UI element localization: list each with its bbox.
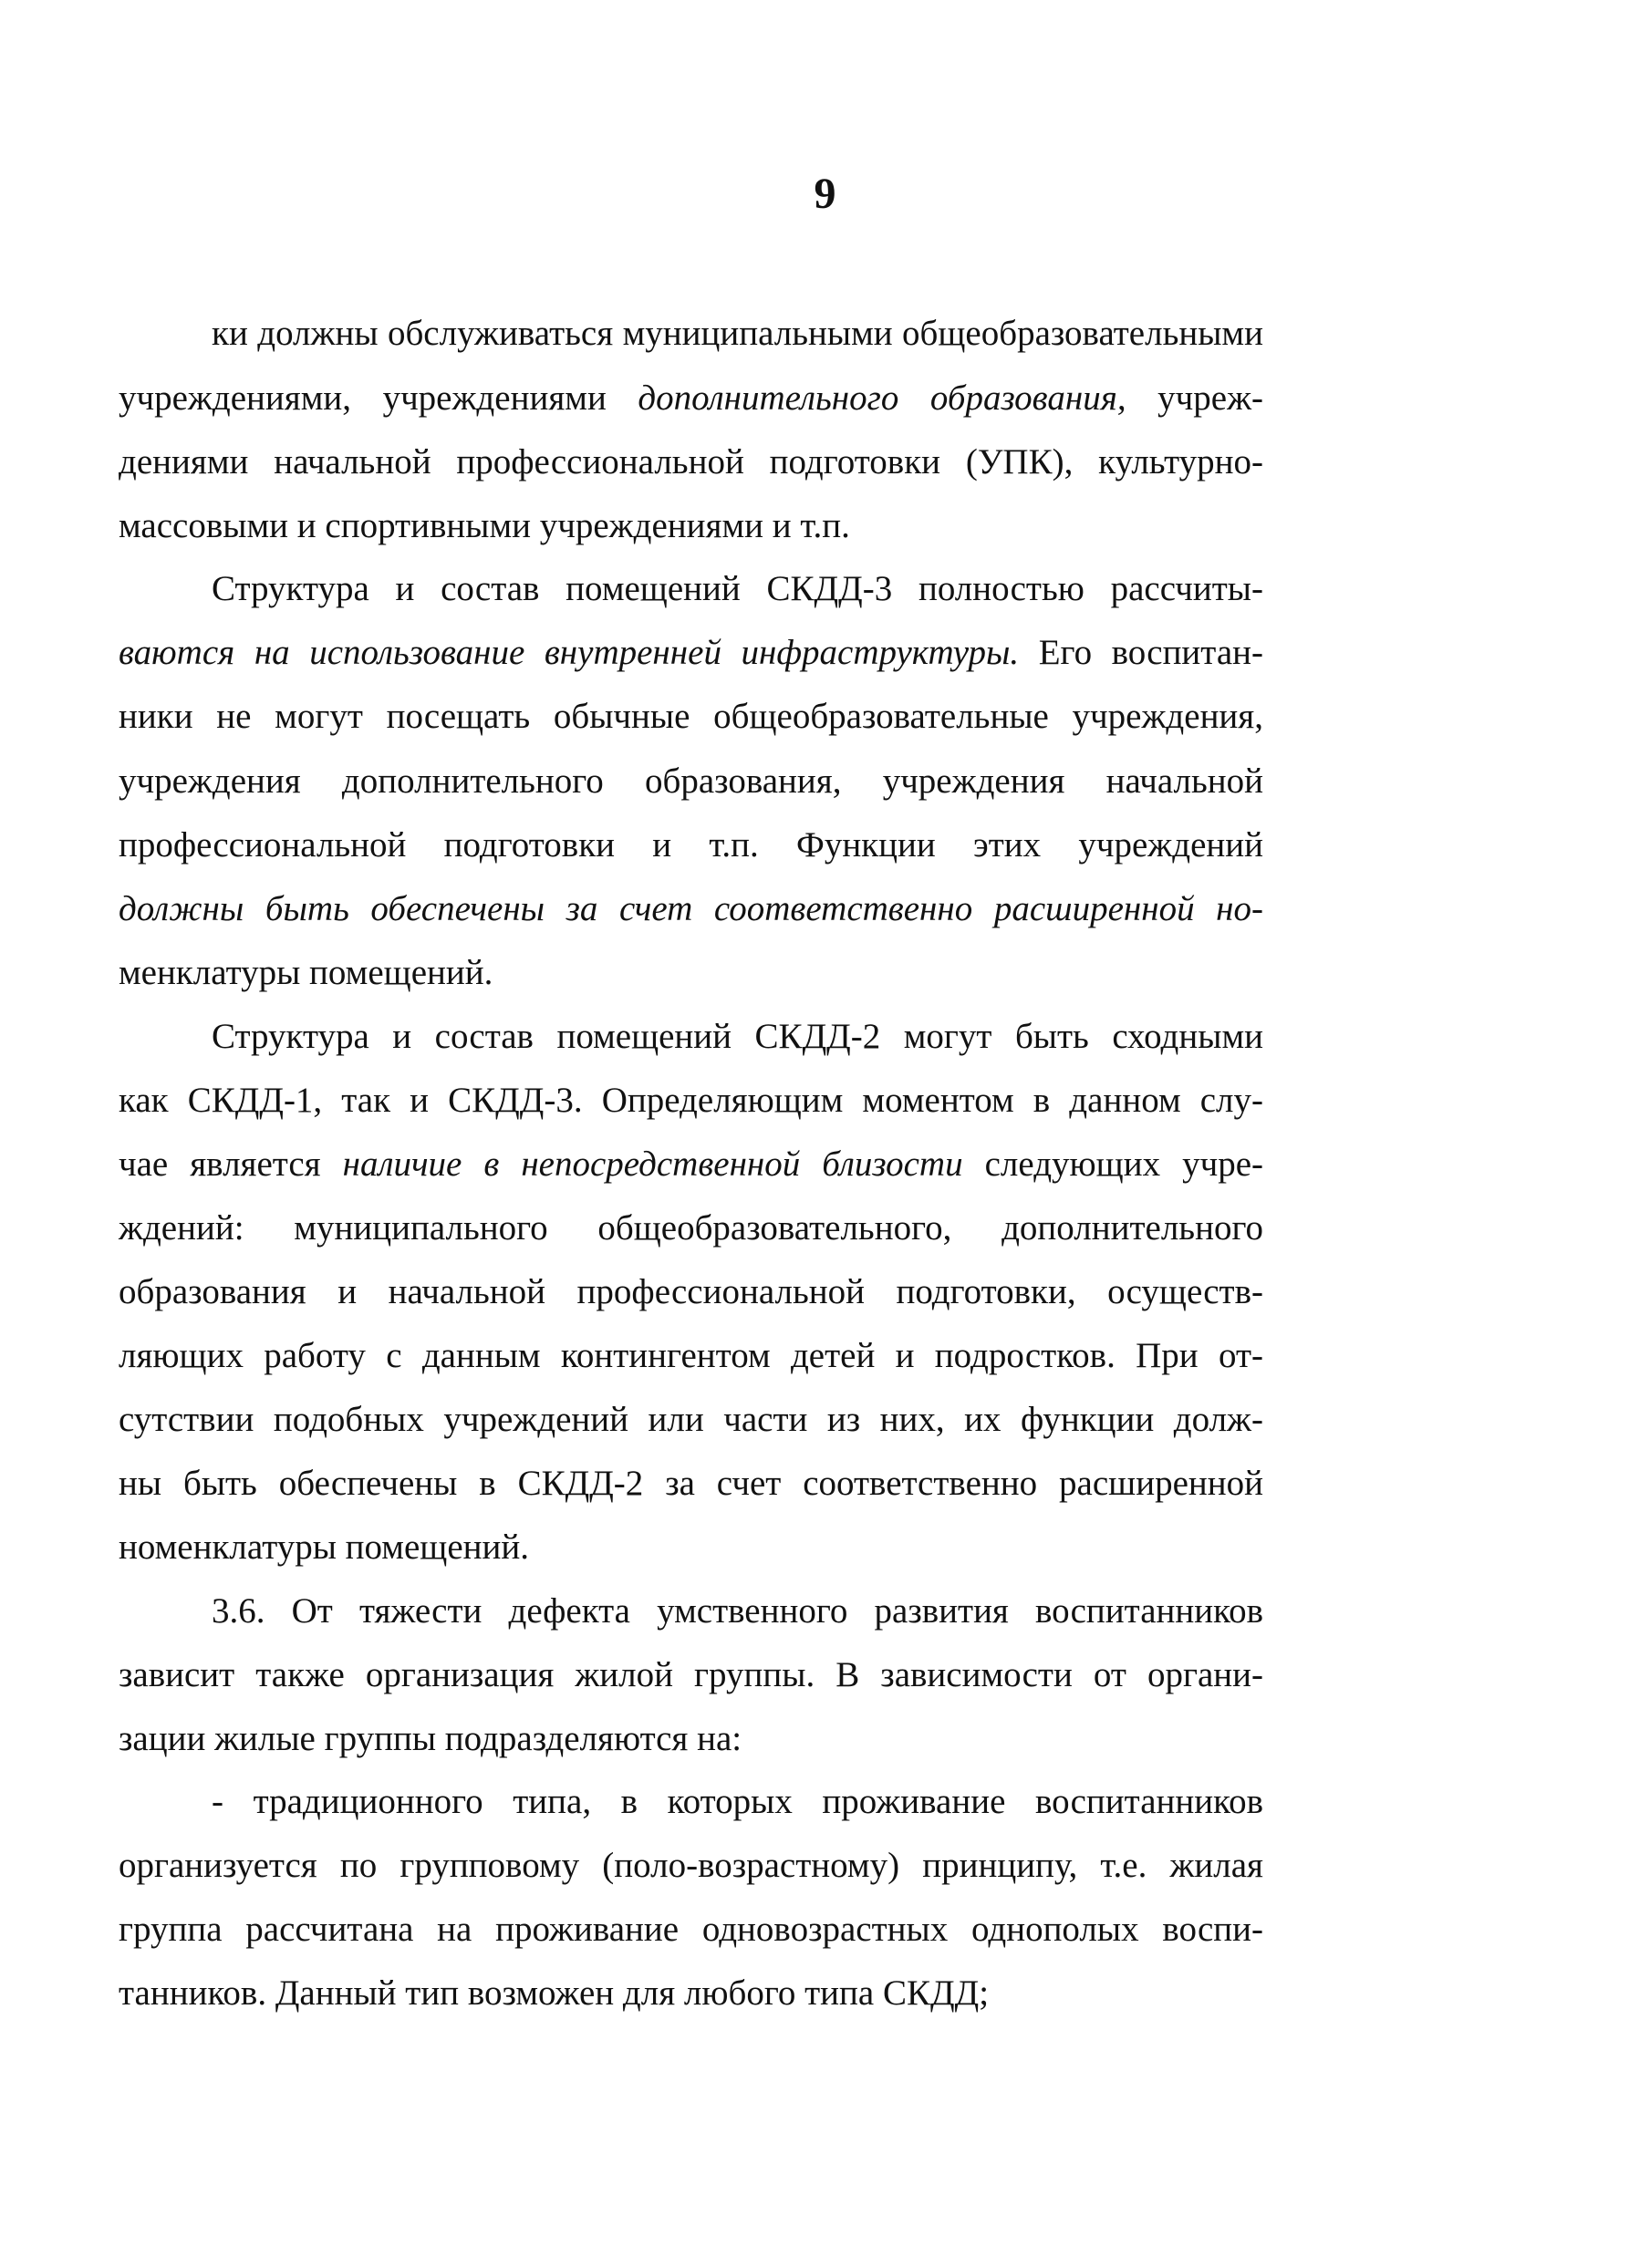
text-line: [119, 1206, 1263, 1250]
text-segment: учреждениями, учреждениями: [119, 378, 638, 418]
text-segment: Структура и состав помещений СКДД-3 полностью рассчиты-: [212, 569, 1263, 608]
text-line: [119, 1844, 1263, 1888]
text-line: [119, 1334, 1263, 1378]
text-segment: - традиционного типа, в которых проживание воспитанников: [212, 1782, 1263, 1821]
italic-text: должны быть обеспечены за счет соответственно расширенной но-: [119, 889, 1263, 928]
text-segment: образования и начальной профессиональной подготовки, осуществ-: [119, 1272, 1263, 1311]
text-segment: менклатуры помещений.: [119, 953, 493, 992]
text-line: [119, 1972, 1263, 2015]
text-line: [119, 695, 1263, 739]
text-segment: массовыми и спортивными учреждениями и т.п.: [119, 506, 850, 545]
text-segment: как СКДД-1, так и СКДД-3. Определяющим моментом в данном слу-: [119, 1081, 1263, 1120]
text-line: [119, 440, 1263, 484]
text-segment: Структура и состав помещений СКДД-2 могут быть сходными: [212, 1017, 1263, 1056]
text-segment: чае является: [119, 1144, 343, 1184]
text-line: [212, 567, 1263, 611]
italic-text: наличие в непосредственной близости: [342, 1144, 963, 1184]
text-line: [119, 887, 1263, 931]
text-line: [119, 1079, 1263, 1123]
text-segment: учреждения дополнительного образования, учреждения начальной: [119, 761, 1263, 801]
text-segment: ляющих работу с данным контингентом детей и подростков. При от-: [119, 1336, 1263, 1375]
text-line: [212, 1590, 1263, 1633]
text-line: [119, 631, 1263, 675]
text-line: [119, 1398, 1263, 1442]
text-segment: Его воспитан-: [1019, 633, 1263, 672]
text-line: [119, 1526, 1263, 1569]
text-line: [119, 377, 1263, 420]
text-segment: ждений: муниципального общеобразовательного, дополнительного: [119, 1208, 1263, 1248]
text-segment: номенклатуры помещений.: [119, 1528, 530, 1567]
text-segment: организуется по групповому (поло-возрастному) принципу, т.е. жилая: [119, 1846, 1263, 1885]
text-segment: следующих учре-: [962, 1144, 1263, 1184]
italic-text: ваются на использование внутренней инфраструктуры.: [119, 633, 1020, 672]
text-line: [119, 760, 1263, 803]
text-segment: дениями начальной профессиональной подготовки (УПК), культурно-: [119, 442, 1263, 482]
text-line: [119, 1143, 1263, 1186]
text-segment: зации жилые группы подразделяются на:: [119, 1719, 742, 1758]
text-line: [119, 823, 1263, 867]
text-segment: зависит также организация жилой группы. В зависимости от органи-: [119, 1655, 1263, 1694]
text-segment: танников. Данный тип возможен для любого типа СКДД;: [119, 1973, 990, 2013]
text-segment: профессиональной подготовки и т.п. Функции этих учреждений: [119, 825, 1263, 865]
text-line: [119, 1653, 1263, 1697]
text-line: [119, 951, 1263, 995]
italic-text: дополнительного образования,: [638, 378, 1126, 418]
text-segment: ники не могут посещать обычные общеобразовательные учреждения,: [119, 697, 1263, 736]
text-segment: группа рассчитана на проживание одновозрастных однополых воспи-: [119, 1910, 1263, 1949]
text-segment: ны быть обеспечены в СКДД-2 за счет соответственно расширенной: [119, 1464, 1263, 1503]
text-line: [119, 1270, 1263, 1314]
text-line: [212, 1780, 1263, 1824]
text-line: [119, 1717, 1263, 1761]
text-segment: ки должны обслуживаться муниципальными общеобразовательными: [212, 314, 1263, 353]
page-number: 9: [814, 170, 836, 218]
text-line: [119, 1462, 1263, 1506]
text-line: [119, 1908, 1263, 1952]
text-segment: сутствии подобных учреждений или части из них, их функции долж-: [119, 1400, 1263, 1439]
text-segment: учреж-: [1126, 378, 1263, 418]
text-segment: 3.6. От тяжести дефекта умственного развития воспитанников: [212, 1591, 1263, 1631]
text-line: [212, 312, 1263, 356]
text-line: [119, 504, 1263, 548]
text-line: [212, 1015, 1263, 1059]
